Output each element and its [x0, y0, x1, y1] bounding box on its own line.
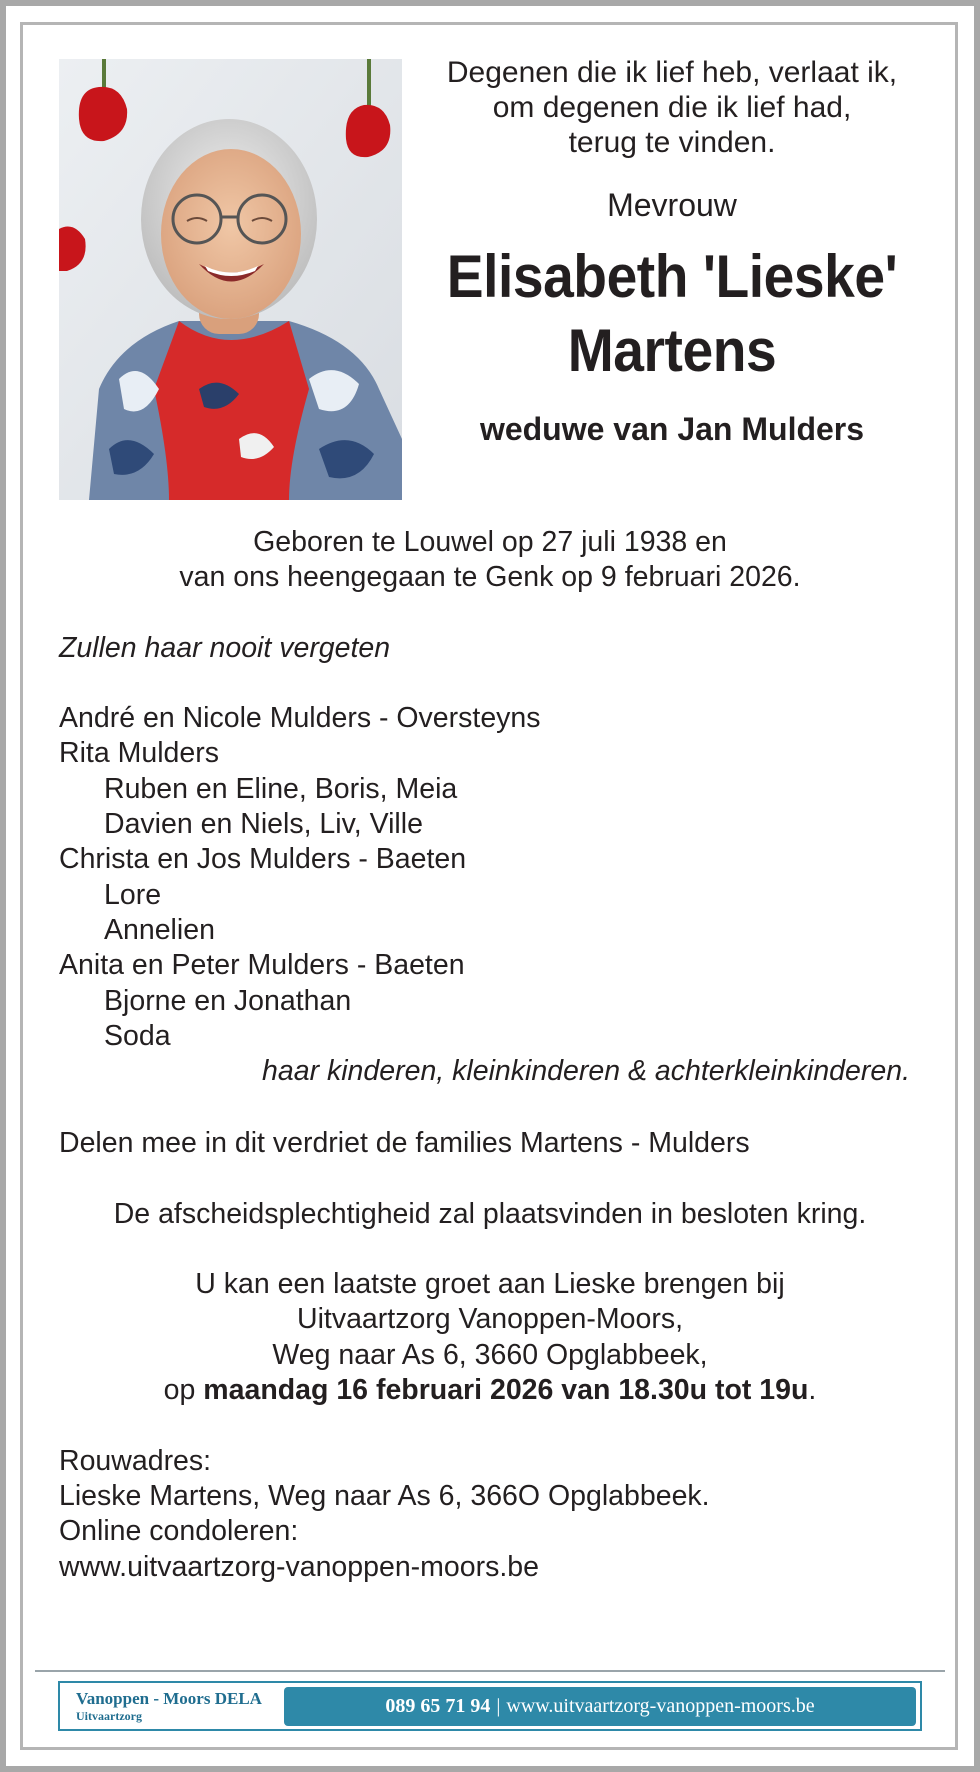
visit-venue: Uitvaartzorg Vanoppen-Moors,: [297, 1303, 683, 1335]
contact-bar: [284, 1687, 916, 1726]
condolence-link[interactable]: www.uitvaartzorg-vanoppen-moors.be: [59, 1551, 539, 1583]
widow-of: weduwe van Jan Mulders: [479, 411, 865, 447]
header-block: [420, 55, 924, 448]
families-line: Delen mee in dit verdriet de families Martens - Mulders: [59, 1127, 750, 1159]
mourning-address: Lieske Martens, Weg naar As 6, 366O Opglabbeek.: [59, 1480, 710, 1512]
family-member: Lore: [104, 879, 162, 911]
family-member: Bjorne en Jonathan: [104, 985, 352, 1017]
family-member: Davien en Niels, Liv, Ville: [104, 808, 423, 840]
contact-separator: |: [496, 1695, 501, 1717]
family-member: Ruben en Eline, Boris, Meia: [104, 773, 458, 805]
portrait-photo: [59, 59, 402, 500]
visit-line: U kan een laatste groet aan Lieske brengen bij: [195, 1268, 785, 1300]
visit-suffix: .: [808, 1374, 817, 1406]
deceased-name-last: Martens: [567, 317, 777, 384]
quote-line: terug te vinden.: [568, 126, 776, 159]
visit-date: maandag 16 februari 2026 van 18.30u tot 19u: [203, 1374, 809, 1406]
visit-prefix: op: [163, 1374, 204, 1406]
visit-address: Weg naar As 6, 3660 Opglabbeek,: [272, 1339, 708, 1371]
deceased-name-first: Elisabeth 'Lieske': [446, 243, 898, 310]
footer-divider: [35, 1670, 945, 1672]
quote-line: om degenen die ik lief had,: [492, 91, 852, 124]
family-member: Soda: [104, 1020, 171, 1052]
logo-subtitle: Uitvaartzorg: [76, 1709, 142, 1723]
website-link[interactable]: www.uitvaartzorg-vanoppen-moors.be: [506, 1695, 815, 1717]
quote-line: Degenen die ik lief heb, verlaat ik,: [446, 56, 898, 89]
family-member: Annelien: [104, 914, 215, 946]
birth-line: Geboren te Louwel op 27 juli 1938 en: [253, 526, 727, 558]
ceremony-line: De afscheidsplechtigheid zal plaatsvinden in besloten kring.: [113, 1198, 867, 1230]
logo-name: Vanoppen - Moors DELA: [76, 1689, 262, 1708]
family-member: Anita en Peter Mulders - Baeten: [59, 949, 465, 981]
funeral-home-logo: [76, 1689, 276, 1723]
relation-line: haar kinderen, kleinkinderen & achterkleinkinderen.: [262, 1055, 910, 1087]
visit-time-line: [0, 1373, 980, 1408]
family-member: Rita Mulders: [59, 737, 219, 769]
family-member: André en Nicole Mulders - Oversteyns: [59, 702, 541, 734]
address-label: Rouwadres:: [59, 1445, 212, 1477]
remembrance-line: Zullen haar nooit vergeten: [59, 632, 391, 664]
phone-number[interactable]: 089 65 71 94: [385, 1695, 491, 1717]
family-member: Christa en Jos Mulders - Baeten: [59, 843, 467, 875]
online-label: Online condoleren:: [59, 1515, 299, 1547]
death-line: van ons heengegaan te Genk op 9 februari 2026.: [179, 561, 801, 593]
honorific-title: Mevrouw: [607, 187, 737, 223]
funeral-home-footer: [58, 1681, 922, 1731]
